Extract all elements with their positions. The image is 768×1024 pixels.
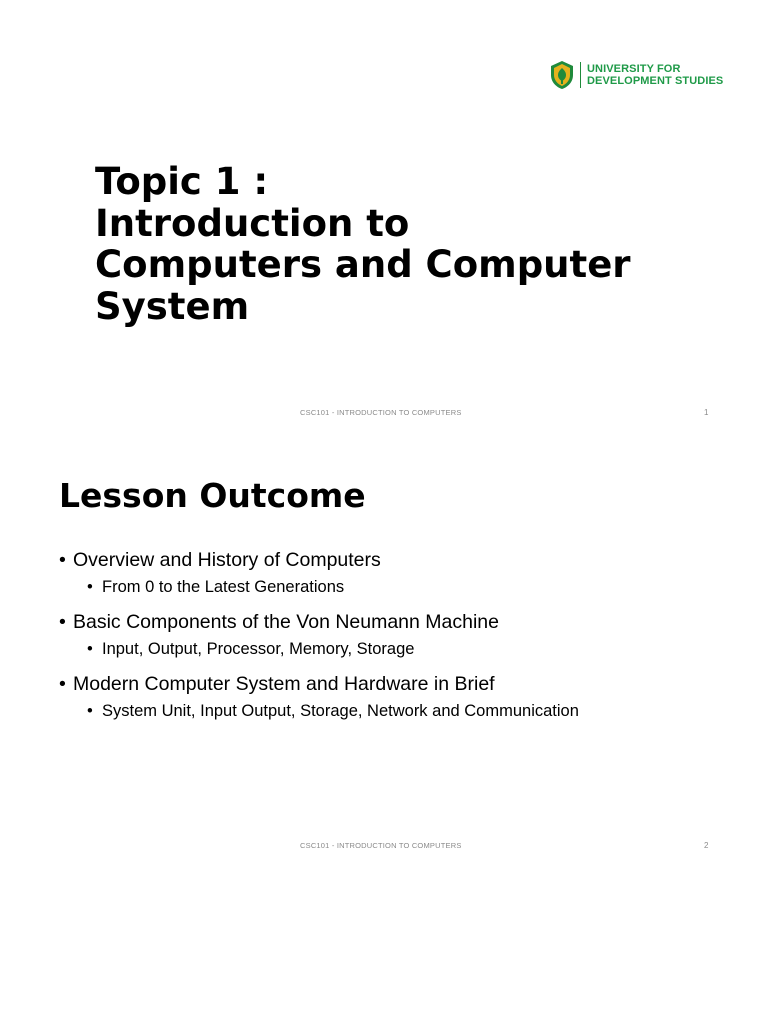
university-name-line1: UNIVERSITY FOR — [587, 63, 681, 75]
title-line: Computers and Computer — [95, 243, 631, 286]
bullet-group — [59, 672, 739, 721]
title-line: Topic 1 : — [95, 160, 269, 203]
university-name — [587, 63, 723, 87]
sub-bullet-item: • From 0 to the Latest Generations — [87, 577, 739, 597]
university-name-line2: DEVELOPMENT STUDIES — [587, 75, 724, 87]
university-logo — [549, 60, 723, 90]
bullet-item: • Basic Components of the Von Neumann Machine — [59, 610, 739, 634]
bullet-group — [59, 610, 739, 659]
bullet-item: • Overview and History of Computers — [59, 548, 739, 572]
title-line: Introduction to — [95, 201, 410, 245]
slide-number: 2 — [704, 841, 709, 850]
title-line: System — [95, 284, 250, 328]
sub-bullet-item: • System Unit, Input Output, Storage, Network and Communication — [87, 701, 739, 721]
slide-1 — [0, 0, 768, 432]
slide-number: 1 — [704, 408, 709, 417]
slide-2 — [0, 432, 768, 864]
slide-footer: CSC101 - INTRODUCTION TO COMPUTERS — [300, 408, 462, 417]
bullet-list — [59, 548, 739, 734]
slide-title — [95, 161, 631, 327]
sub-bullet-item: • Input, Output, Processor, Memory, Storage — [87, 639, 739, 659]
bullet-item: • Modern Computer System and Hardware in Brief — [59, 672, 739, 696]
university-crest-icon — [549, 60, 575, 90]
logo-divider — [580, 62, 581, 88]
slide-footer: CSC101 - INTRODUCTION TO COMPUTERS — [300, 841, 462, 850]
bullet-group — [59, 548, 739, 597]
slide-heading: Lesson Outcome — [59, 476, 366, 515]
